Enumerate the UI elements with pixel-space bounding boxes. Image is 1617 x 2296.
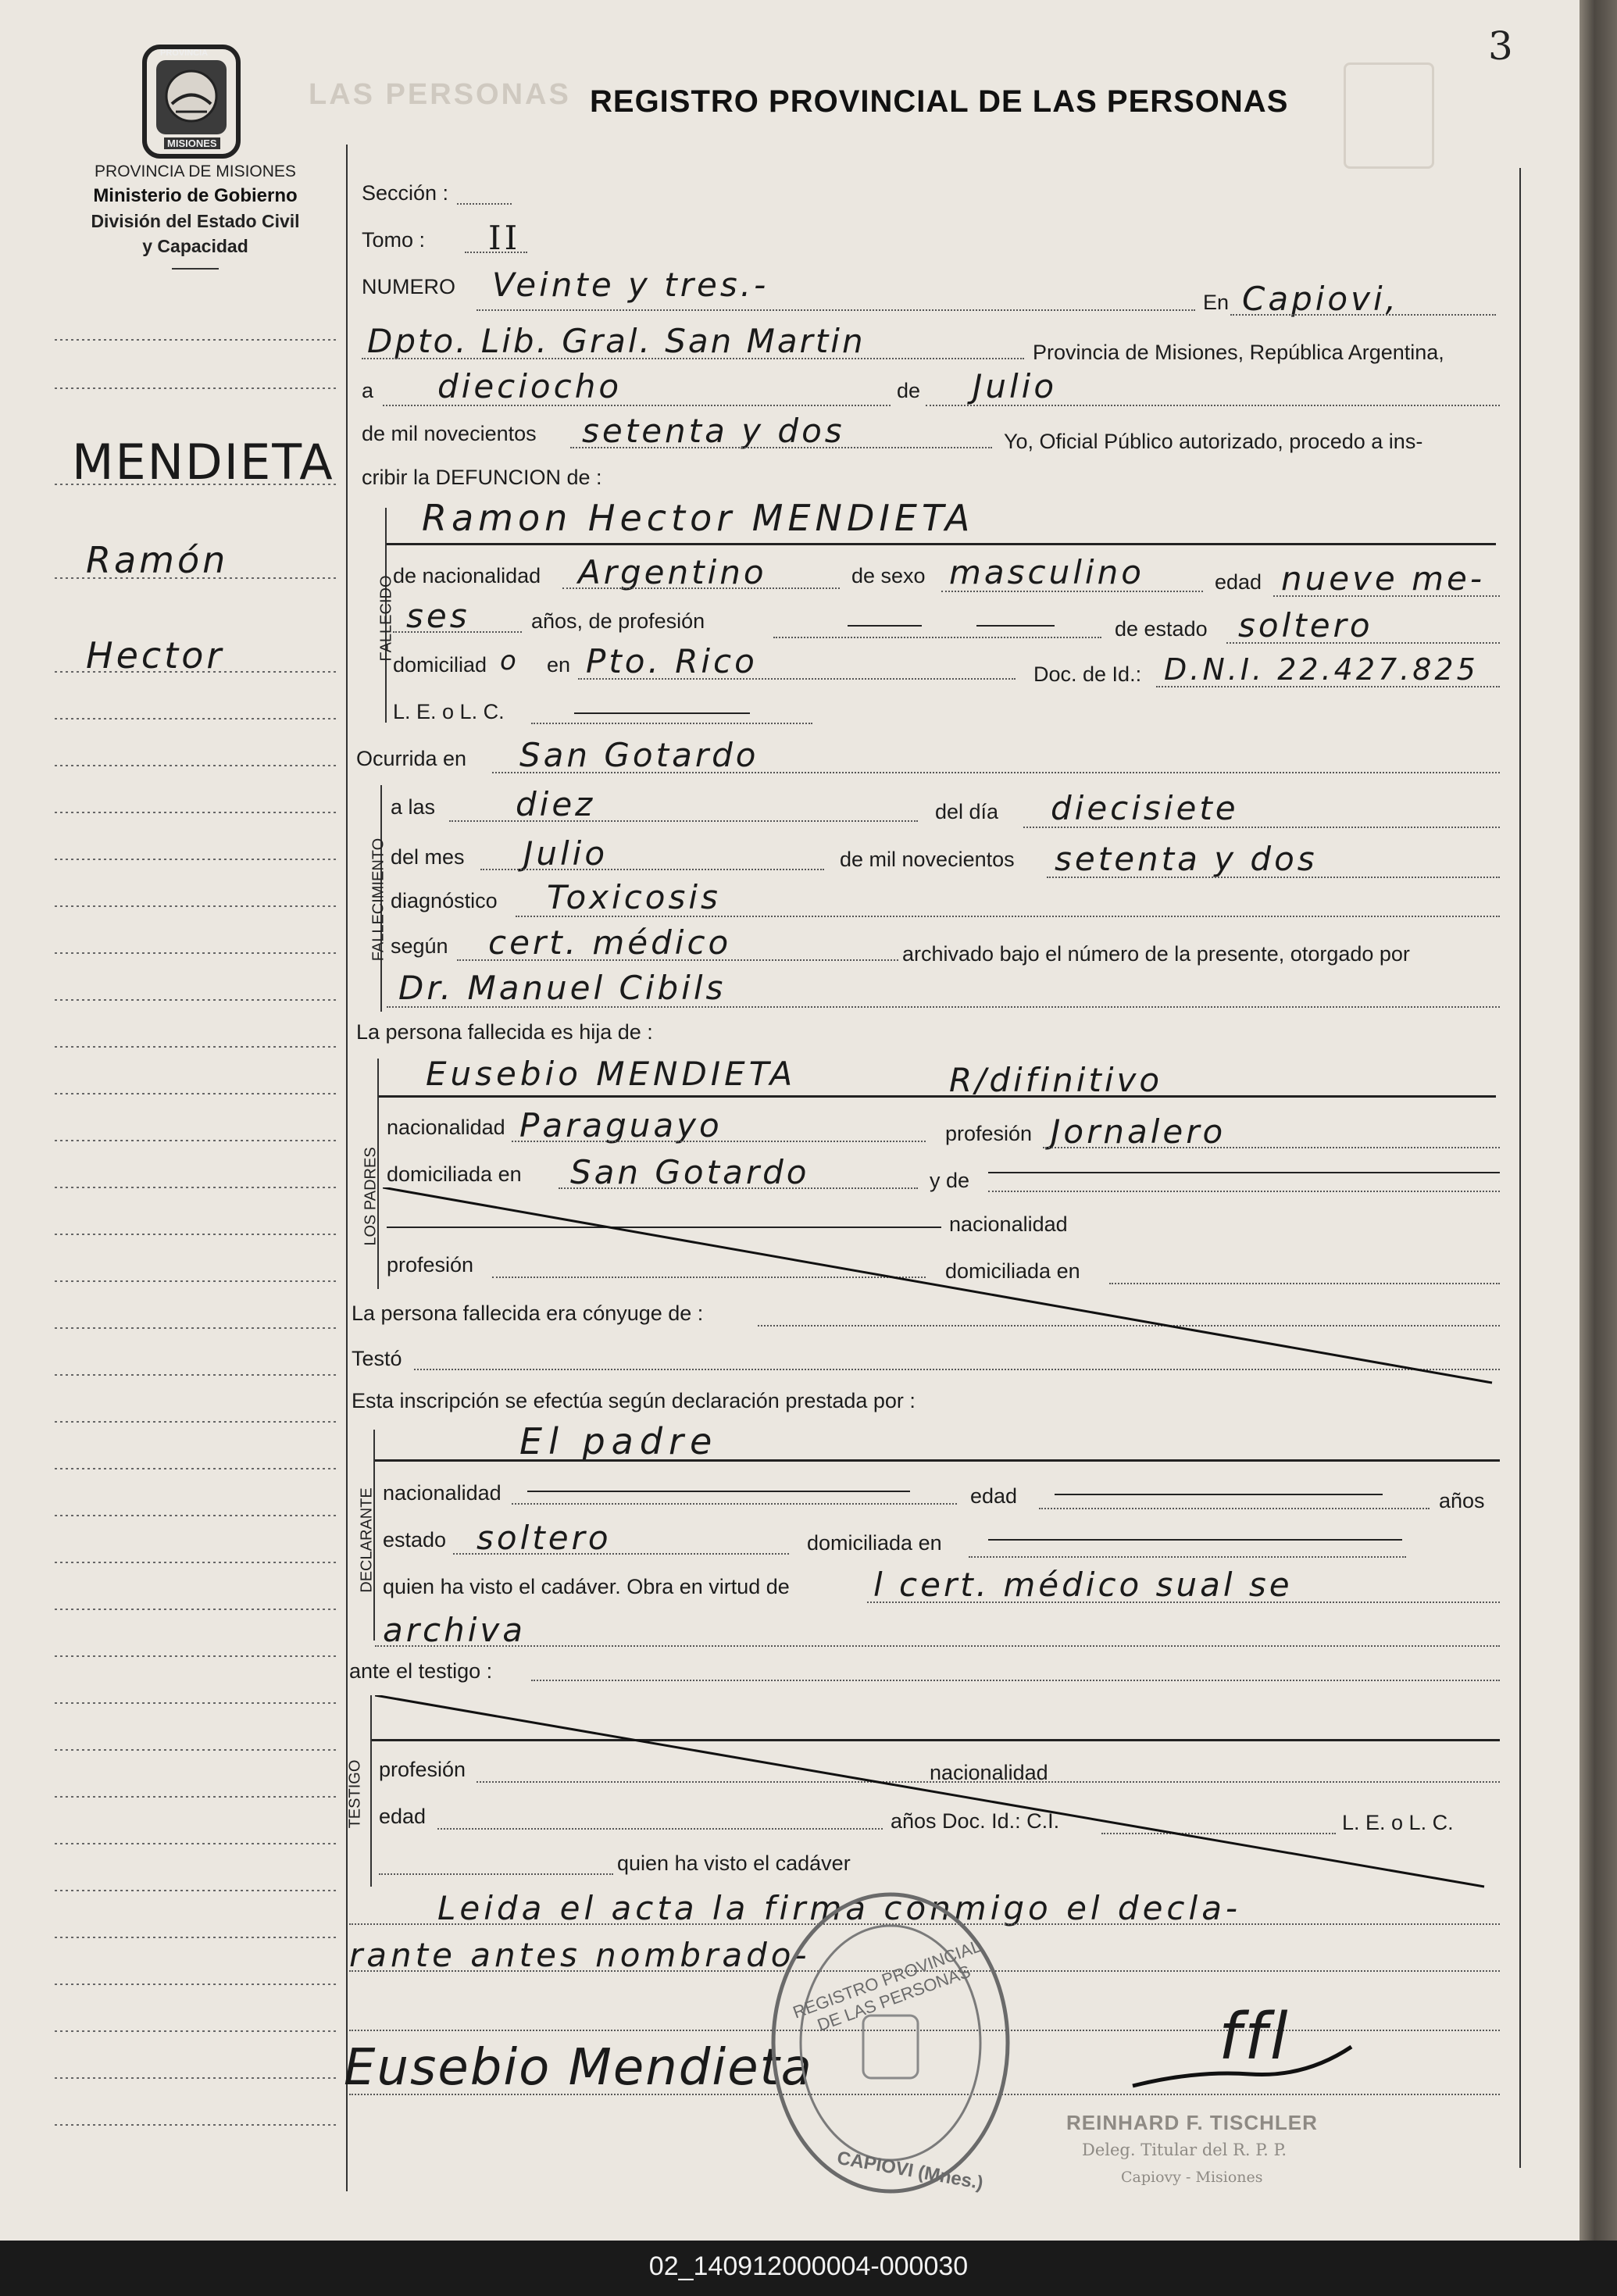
medico-line xyxy=(387,1006,1500,1008)
conyuge-label: La persona fallecida era cónyuge de : xyxy=(352,1302,704,1325)
dia-line xyxy=(1023,827,1500,828)
numero-line xyxy=(477,309,1195,311)
fallecido-domiciliado-suffix: o xyxy=(500,645,519,677)
fallecido-profesion-dash2 xyxy=(976,625,1055,627)
provincia-label: Provincia de Misiones, República Argentina, xyxy=(1033,341,1444,364)
testigo-edad-label: edad xyxy=(379,1805,427,1828)
year-line xyxy=(570,447,992,448)
hora-value: diez xyxy=(516,785,596,823)
fallecido-edad-line xyxy=(1273,595,1500,597)
fallecido-nacionalidad-line xyxy=(562,587,840,589)
declarante-nacionalidad-line xyxy=(512,1503,957,1505)
ocurrida-label: Ocurrida en xyxy=(356,747,467,770)
closing-line-1: Leida el acta la firma conmigo el decla- xyxy=(437,1889,1242,1927)
anio-label: de mil novecientos xyxy=(840,848,1015,871)
testigo-divider xyxy=(370,1695,372,1887)
fallecido-anos-label: años, de profesión xyxy=(531,609,705,633)
left-border-line xyxy=(346,145,348,2191)
fallecido-edad-label: edad xyxy=(1215,570,1262,594)
testigo-anos-label: años Doc. Id.: C.I. xyxy=(891,1809,1060,1833)
a-label: a xyxy=(362,379,374,402)
fallecido-sexo-line xyxy=(941,591,1203,592)
declarante-anos-label: años xyxy=(1439,1489,1485,1512)
fallecido-nacionalidad-label: de nacionalidad xyxy=(393,564,541,587)
fallecido-name-line xyxy=(387,543,1496,545)
declarante-domiciliada-label: domiciliada en xyxy=(807,1531,942,1555)
mes-line xyxy=(480,869,824,870)
stamp-bottom-text: CAPIOVI (Mnes.) xyxy=(835,2147,985,2194)
declarante-name-line xyxy=(375,1459,1500,1462)
fallecido-edad-value: nueve me- xyxy=(1281,559,1486,598)
closing-line-2: rante antes nombrado- xyxy=(349,1936,811,1974)
madre-profesion-label: profesión xyxy=(387,1253,474,1277)
tomo-value: II xyxy=(488,219,521,257)
seal-bottom-text: MISIONES xyxy=(164,137,220,149)
book-binding xyxy=(1580,0,1617,2241)
y-de-label: y de xyxy=(930,1169,970,1192)
fallecido-nacionalidad-value: Argentino xyxy=(578,553,767,591)
dpto-value: Dpto. Lib. Gral. San Martin xyxy=(367,322,866,360)
testigo-side-label: TESTIGO xyxy=(346,1759,364,1829)
fallecido-profesion-line xyxy=(773,637,1101,638)
anio-value: setenta y dos xyxy=(1055,840,1318,878)
inscribir-label: cribir la DEFUNCION de : xyxy=(362,466,602,489)
hora-line xyxy=(449,820,918,822)
mes-label: del mes xyxy=(391,845,465,869)
testigo-profesion-label: profesión xyxy=(379,1758,466,1781)
en-value: Capiovi, xyxy=(1242,280,1399,318)
org-block xyxy=(55,160,336,270)
seccion-line xyxy=(457,203,512,205)
declarante-cadaver-value2: archiva xyxy=(383,1611,526,1649)
testigo-cadaver-label: quien ha visto el cadáver xyxy=(617,1851,851,1875)
declarante-edad-line xyxy=(1039,1508,1430,1509)
month-value: Julio xyxy=(973,367,1058,405)
margin-surname: MENDIETA xyxy=(72,434,334,491)
seal-top-text: PROVINCIA xyxy=(160,48,209,58)
page-number: 3 xyxy=(1488,23,1513,69)
padre-domiciliada-value: San Gotardo xyxy=(570,1153,810,1191)
org-division: División del Estado Civil xyxy=(91,211,300,231)
fallecido-estado-value: soltero xyxy=(1238,606,1373,645)
declarante-estado-value: soltero xyxy=(477,1519,612,1557)
padre-profesion-value: Jornalero xyxy=(1051,1112,1226,1151)
year-value: setenta y dos xyxy=(582,412,845,450)
declarante-nacionalidad-label: nacionalidad xyxy=(383,1481,502,1505)
ocurrida-value: San Gotardo xyxy=(519,736,759,774)
declarante-cadaver-line xyxy=(867,1601,1500,1603)
fallecido-doc-label: Doc. de Id.: xyxy=(1033,662,1142,686)
declarante-cadaver-label: quien ha visto el cadáver. Obra en virtud de xyxy=(383,1575,790,1598)
padres-intro-label: La persona fallecida es hija de : xyxy=(356,1020,653,1044)
org-capacity: y Capacidad xyxy=(142,236,248,256)
signature-right-stroke-icon xyxy=(1125,2031,1359,2094)
declarante-estado-line xyxy=(453,1553,789,1555)
padre-name-line xyxy=(379,1095,1496,1098)
fallecido-edad-value2: ses xyxy=(406,597,470,635)
declarante-name: El padre xyxy=(519,1420,719,1462)
day-line xyxy=(383,405,891,406)
fallecido-sexo-value: masculino xyxy=(949,553,1144,591)
fallecido-doc-value: D.N.I. 22.427.825 xyxy=(1164,652,1479,687)
official-name: REINHARD F. TISCHLER xyxy=(1066,2111,1318,2134)
segun-line xyxy=(457,959,898,961)
de-label: de xyxy=(897,379,921,402)
mes-value: Julio xyxy=(523,834,609,873)
signature-right: ffl xyxy=(1219,2000,1291,2074)
tomo-line xyxy=(465,252,527,253)
padre-profesion-label: profesión xyxy=(945,1122,1033,1145)
declarante-intro-label: Esta inscripción se efectúa según declaración prestada por : xyxy=(352,1389,916,1412)
fallecido-estado-line xyxy=(1226,642,1500,644)
anio-line xyxy=(1047,877,1500,878)
medico-value: Dr. Manuel Cibils xyxy=(398,969,726,1007)
declarante-domiciliada-line xyxy=(969,1556,1406,1558)
fallecido-domiciliado-label: domiciliad xyxy=(393,653,487,677)
dpto-line xyxy=(362,358,1024,359)
dia-value: diecisiete xyxy=(1051,789,1239,827)
testo-label: Testó xyxy=(352,1347,402,1370)
declarante-cadaver2-line xyxy=(375,1645,1500,1647)
official-title: Deleg. Titular del R. P. P. xyxy=(1082,2141,1287,2159)
day-value: dieciocho xyxy=(437,367,623,405)
fallecido-le-line xyxy=(531,723,812,724)
declarante-edad-label: edad xyxy=(970,1484,1018,1508)
en-line xyxy=(1230,314,1496,316)
madre-name-line xyxy=(988,1172,1500,1173)
declarante-edad-dash xyxy=(1055,1494,1383,1495)
oficial-label: Yo, Oficial Público autorizado, procedo a ins- xyxy=(1004,430,1423,453)
bleed-through-text: LAS PERSONAS xyxy=(309,78,571,111)
footer-bar xyxy=(0,2241,1617,2296)
fallecido-profesion-dash1 xyxy=(848,625,922,627)
stamp-ring-text: REGISTRO PROVINCIAL DE LAS PERSONAS xyxy=(790,1936,984,2035)
testigo-nacionalidad-label: nacionalidad xyxy=(930,1761,1048,1784)
segun-value: cert. médico xyxy=(488,923,732,962)
padres-side-label: LOS PADRES xyxy=(362,1147,380,1246)
declarante-cadaver-value: l cert. médico sual se xyxy=(873,1566,1293,1604)
madre-domiciliada-label: domiciliada en xyxy=(945,1259,1080,1283)
fallecido-doc-line xyxy=(1156,686,1500,687)
madre-nacionalidad-label: nacionalidad xyxy=(949,1212,1068,1236)
declarante-domiciliada-dash xyxy=(988,1539,1402,1541)
numero-label: NUMERO xyxy=(362,275,455,298)
testigo-intro-label: ante el testigo : xyxy=(349,1659,493,1683)
padre-nacionalidad-label: nacionalidad xyxy=(387,1116,505,1139)
month-line xyxy=(926,405,1500,406)
segun-label: según xyxy=(391,934,448,958)
strike-through-line xyxy=(383,1187,1500,1391)
padre-profesion-line xyxy=(1043,1147,1500,1148)
fallecimiento-side-label: FALLECIMIENTO xyxy=(369,837,387,962)
declarante-nacionalidad-dash xyxy=(527,1491,910,1492)
dia-label: del día xyxy=(935,800,999,823)
signature-left: Eusebio Mendieta xyxy=(344,2039,813,2097)
testigo-le-label: L. E. o L. C. xyxy=(1342,1811,1454,1834)
org-underline xyxy=(172,268,219,270)
archivado-label: archivado bajo el número de la presente, otorgado por xyxy=(902,942,1410,966)
document-title: REGISTRO PROVINCIAL DE LAS PERSONAS xyxy=(590,84,1289,119)
official-place: Capiovy - Misiones xyxy=(1121,2169,1263,2186)
fallecido-sexo-label: de sexo xyxy=(851,564,926,587)
ocurrida-line xyxy=(492,772,1500,773)
fallecido-le-dash xyxy=(574,712,750,714)
bleed-through-seal xyxy=(1344,62,1434,169)
fallecido-le-label: L. E. o L. C. xyxy=(393,700,505,723)
padre-nacionalidad-line xyxy=(512,1141,926,1142)
margin-second-name: Hector xyxy=(86,634,225,677)
margin-first-name: Ramón xyxy=(86,539,229,581)
hora-label: a las xyxy=(391,795,436,819)
margin-ruled-lines xyxy=(55,312,336,2187)
declarante-side-label: DECLARANTE xyxy=(358,1487,376,1593)
declarante-estado-label: estado xyxy=(383,1528,447,1551)
padre-nacionalidad-value: Paraguayo xyxy=(519,1106,723,1144)
org-ministry: Ministerio de Gobierno xyxy=(93,185,298,206)
diagnostico-value: Toxicosis xyxy=(547,878,721,916)
tomo-label: Tomo : xyxy=(362,228,426,252)
numero-value: Veinte y tres.- xyxy=(492,266,769,304)
diagnostico-line xyxy=(516,916,1500,917)
padre-domiciliada-label: domiciliada en xyxy=(387,1162,522,1186)
fallecido-domicilio-value: Pto. Rico xyxy=(586,642,758,680)
fallecido-side-label: FALLECIDO xyxy=(377,575,395,662)
testigo-strike-line xyxy=(375,1695,1500,1891)
padre-note: R/difinitivo xyxy=(949,1061,1163,1099)
fallecido-domicilio-line xyxy=(578,678,1016,680)
diagnostico-label: diagnóstico xyxy=(391,889,498,912)
fallecido-estado-label: de estado xyxy=(1115,617,1208,641)
year-label: de mil novecientos xyxy=(362,422,537,445)
padre-name: Eusebio MENDIETA xyxy=(426,1055,797,1093)
org-province: PROVINCIA DE MISIONES xyxy=(95,162,296,180)
fallecido-en-label: en xyxy=(547,653,571,677)
testigo-intro-line xyxy=(531,1680,1500,1681)
footer-id: 02_140912000004-000030 xyxy=(648,2251,969,2281)
fallecido-name: Ramon Hector MENDIETA xyxy=(422,497,975,539)
seccion-label: Sección : xyxy=(362,181,449,205)
en-label: En xyxy=(1203,291,1230,314)
right-border-line xyxy=(1519,168,1521,2168)
fallecido-edad2-line xyxy=(393,631,522,633)
